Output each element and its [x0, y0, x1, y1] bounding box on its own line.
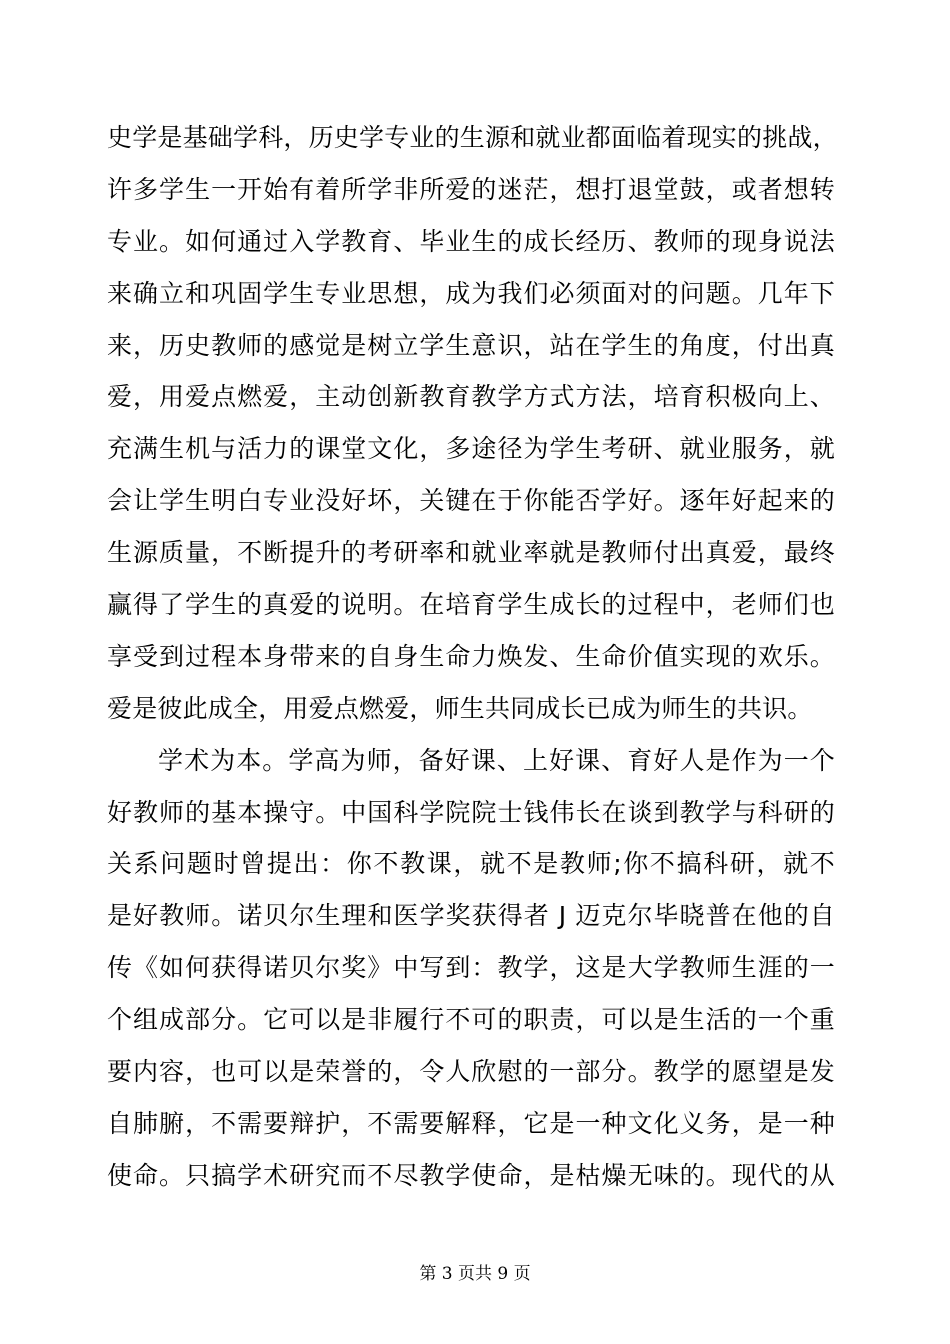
text-line: 爱，用爱点燃爱，主动创新教育教学方式方法，培育积极向上、	[107, 382, 835, 412]
paragraph-2	[107, 735, 835, 1202]
text-line: 来，历史教师的感觉是树立学生意识，站在学生的角度，付出真	[107, 330, 835, 360]
text-line: 是好教师。诺贝尔生理和医学奖获得者 J 迈克尔毕晓普在他的自	[107, 901, 835, 931]
text-line: 许多学生一开始有着所学非所爱的迷茫，想打退堂鼓，或者想转	[107, 174, 835, 204]
text-line: 学术为本。学高为师，备好课、上好课、育好人是作为一个	[158, 745, 835, 775]
text-line: 关系问题时曾提出：你不教课，就不是教师;你不搞科研，就不	[107, 849, 835, 879]
text-line: 来确立和巩固学生专业思想，成为我们必须面对的问题。几年下	[107, 278, 835, 308]
text-line: 赢得了学生的真爱的说明。在培育学生成长的过程中，老师们也	[107, 590, 835, 620]
text-line: 专业。如何通过入学教育、毕业生的成长经历、教师的现身说法	[107, 226, 835, 256]
text-line: 会让学生明白专业没好坏，关键在于你能否学好。逐年好起来的	[107, 486, 835, 516]
text-line: 史学是基础学科，历史学专业的生源和就业都面临着现实的挑战，	[107, 123, 838, 152]
text-line: 使命。只搞学术研究而不尽教学使命，是枯燥无味的。现代的从	[107, 1160, 835, 1190]
page-number-footer: 第 3 页共 9 页	[419, 1264, 531, 1284]
paragraph-1	[107, 112, 838, 735]
text-line: 个组成部分。它可以是非履行不可的职责，可以是生活的一个重	[107, 1005, 835, 1035]
text-line: 自肺腑，不需要辩护，不需要解释，它是一种文化义务，是一种	[107, 1108, 835, 1138]
text-line: 生源质量，不断提升的考研率和就业率就是教师付出真爱，最终	[107, 538, 835, 568]
text-line: 要内容，也可以是荣誉的，令人欣慰的一部分。教学的愿望是发	[107, 1057, 835, 1087]
document-body	[107, 112, 838, 1202]
text-line: 爱是彼此成全，用爱点燃爱，师生共同成长已成为师生的共识。	[107, 693, 813, 723]
text-line: 传《如何获得诺贝尔奖》中写到：教学，这是大学教师生涯的一	[107, 953, 835, 983]
text-line: 充满生机与活力的课堂文化，多途径为学生考研、就业服务，就	[107, 434, 835, 464]
text-line: 好教师的基本操守。中国科学院院士钱伟长在谈到教学与科研的	[107, 797, 835, 827]
text-line: 享受到过程本身带来的自身生命力焕发、生命价值实现的欢乐。	[107, 641, 835, 671]
